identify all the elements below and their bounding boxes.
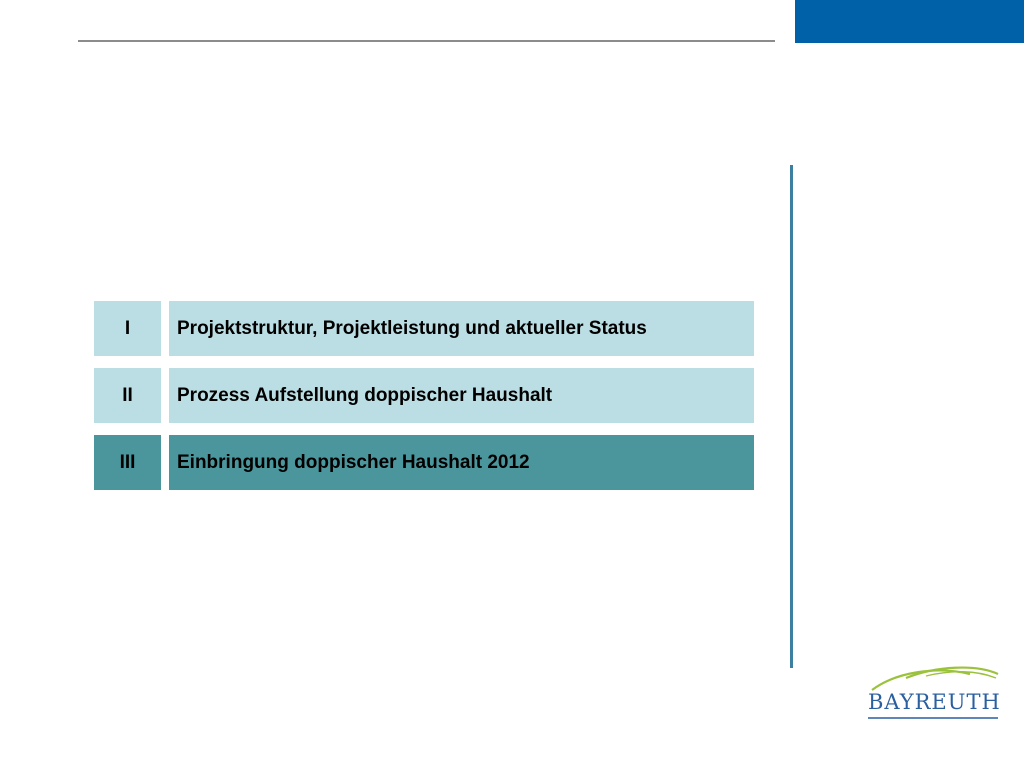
logo-text: BAYREUTH [868, 690, 1001, 714]
agenda-item-title: Projektstruktur, Projektleistung und aktueller Status [169, 301, 754, 356]
agenda-item-1[interactable] [94, 301, 754, 356]
agenda-item-gap [161, 368, 169, 423]
side-rule [790, 165, 793, 668]
agenda-item-title: Prozess Aufstellung doppischer Haushalt [169, 368, 754, 423]
header-accent-block [795, 0, 1024, 43]
agenda-list [94, 301, 754, 502]
agenda-item-3[interactable] [94, 435, 754, 490]
agenda-item-title: Einbringung doppischer Haushalt 2012 [169, 435, 754, 490]
logo-underline [866, 716, 1002, 722]
agenda-item-number: III [94, 435, 161, 490]
agenda-item-2[interactable] [94, 368, 754, 423]
agenda-item-gap [161, 435, 169, 490]
agenda-item-number: II [94, 368, 161, 423]
bayreuth-logo [866, 664, 1002, 722]
agenda-item-number: I [94, 301, 161, 356]
agenda-item-gap [161, 301, 169, 356]
header-rule [78, 40, 775, 42]
